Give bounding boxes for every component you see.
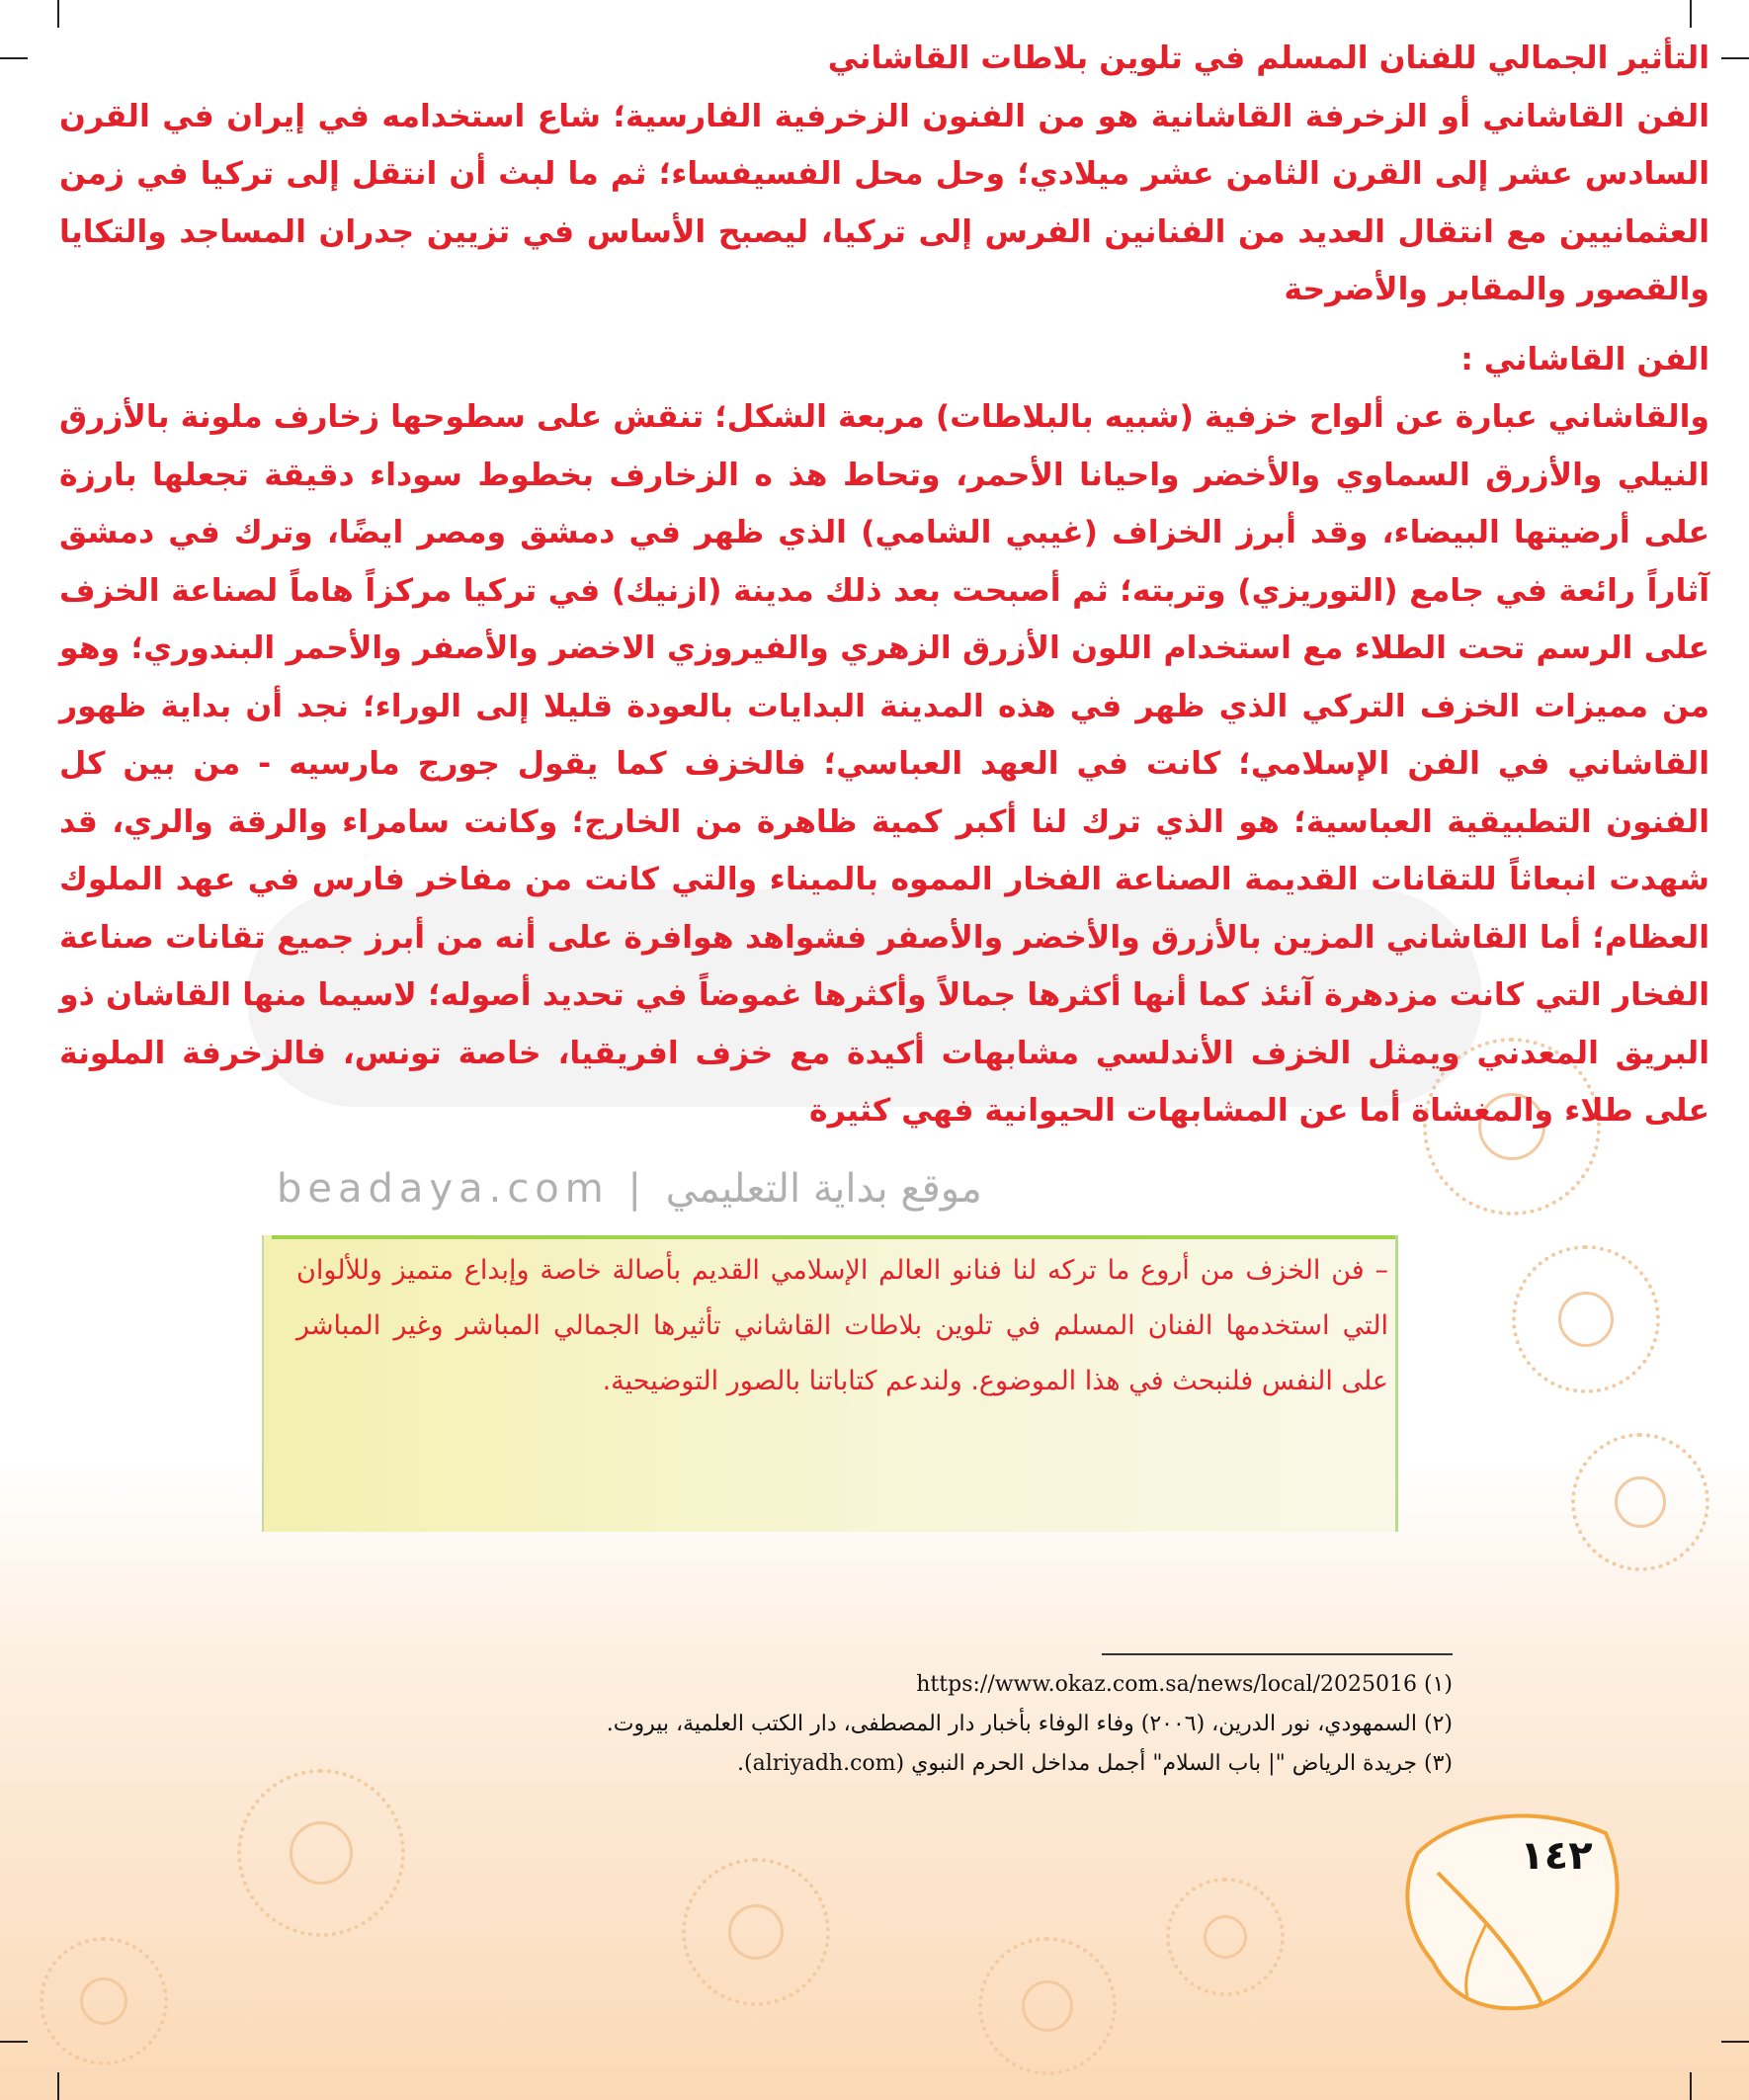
footnote-1: (١) https://www.okaz.com.sa/news/local/2025016 [916, 1672, 1453, 1697]
crop-mark-top-right [1721, 57, 1749, 59]
crop-mark-bottom-left-v [57, 2072, 59, 2100]
activity-text: – فن الخزف من أروع ما تركه لنا فنانو العالم الإسلامي القديم بأصالة خاصة وإبداع متميز وللألوان التي استخدمها الفنان المسلم في تلوين بلاطات القاشاني تأثيرها الجمالي المباشر وغير المباشر على النفس فلنبحث في هذا الموضوع. ولندعم كتاباتنا بالصور التوضيحية. [296, 1255, 1388, 1396]
article-title: التأثير الجمالي للفنان المسلم في تلوين بلاطات القاشاني [827, 41, 1709, 76]
flower-ornament [1166, 1878, 1285, 1996]
flower-ornament [978, 1937, 1117, 2075]
flower-ornament [1512, 1245, 1660, 1393]
footnote-separator [1102, 1653, 1453, 1655]
crop-mark-top-left [0, 57, 28, 59]
crop-mark-bottom-left [0, 2041, 28, 2043]
section-heading: الفن القاشاني : [1460, 341, 1709, 378]
watermark-text: beadaya.com | موقع بداية التعليمي [277, 1166, 982, 1212]
crop-mark-top-left-v [57, 0, 59, 28]
footnote-3: (٣) جريدة الرياض "| باب السلام" أجمل مداخل الحرم النبوي (alriyadh.com). [737, 1751, 1453, 1776]
activity-box-top-bar [272, 1235, 1395, 1239]
article-paragraph: الفن القاشاني أو الزخرفة القاشانية هو من الفنون الزخرفية الفارسية؛ شاع استخدامه في إيران في القرن السادس عشر إلى القرن الثامن عشر ميلادي؛ وحل محل الفسيفساء؛ ثم ما لبث أن انتقل إلى تركيا في زمن العثمانيين مع انتقال العديد من الفنانين الفرس إلى تركيا، ليصبح الأساس في تزيين جدران المساجد والتكايا والقصور والمقابر والأضرحة [59, 98, 1709, 307]
flower-ornament [237, 1769, 405, 1937]
footnotes [395, 1665, 1453, 1784]
crop-mark-top-right-v [1690, 0, 1692, 28]
flower-ornament [40, 1937, 168, 2065]
article-paragraph: والقاشاني عبارة عن ألواح خزفية (شبيه بالبلاطات) مربعة الشكل؛ تنقش على سطوحها زخارف ملونة بالأزرق النيلي والأزرق السماوي والأخضر واحيانا الأحمر، وتحاط هذ ه الزخارف بخطوط سوداء دقيقة تجعلها بارزة على أرضيتها البيضاء، وقد أبرز الخزاف (غيبي الشامي) الذي ظهر في دمشق ومصر ايضًا، وترك في دمشق آثاراً رائعة في جامع (التوريزي) وتربته؛ ثم أصبحت بعد ذلك مدينة (ازنيك) في تركيا مركزاً هاماً لصناعة الخزف على الرسم تحت الطلاء مع استخدام اللون الأزرق الزهري والفيروزي الاخضر والأصفر والأحمر البندوري؛ وهو من مميزات الخزف التركي الذي ظهر في هذه المدينة البدايات بالعودة قليلا إلى الوراء؛ نجد أن بداية ظهور القاشاني في الفن الإسلامي؛ كانت في العهد العباسي؛ فالخزف كما يقول جورج مارسيه - من بين كل الفنون التطبيقية العباسية؛ هو الذي ترك لنا أكبر كمية ظاهرة من الخارج؛ وكانت سامراء والرقة والري، قد شهدت انبعاثاً للتقانات القديمة الصناعة الفخار المموه بالميناء والتي كانت من مفاخر فارس في عهد الملوك العظام؛ أما القاشاني المزين بالأزرق والأخضر والأصفر فشواهد هوافرة على أنه من أبرز جميع تقانات صناعة الفخار التي كانت مزدهرة آنئذ كما أنها أكثرها جمالاً وأكثرها غموضاً في تحديد أصوله؛ لاسيما منها القاشان ذو البريق المعدني ويمثل الخزف الأندلسي مشابهات أكيدة مع خزف افريقيا، خاصة تونس، فالزخرفة الملونة على طلاء والمغشاة أما عن المشابهات الحيوانية فهي كثيرة [59, 399, 1709, 1129]
crop-mark-bottom-right-v [1690, 2072, 1692, 2100]
leaf-page-ornament [1378, 1794, 1645, 2021]
flower-ornament [682, 1858, 830, 2006]
flower-ornament [1571, 1433, 1709, 1571]
crop-mark-bottom-right [1721, 2041, 1749, 2043]
main-article [59, 30, 1709, 1140]
footnote-2: (٢) السمهودي، نور الدرين، (٢٠٠٦) وفاء الوفاء بأخبار دار المصطفى، دار الكتب العلمية، بيروت. [606, 1712, 1453, 1736]
page-number: ١٤٢ [1520, 1833, 1593, 1879]
